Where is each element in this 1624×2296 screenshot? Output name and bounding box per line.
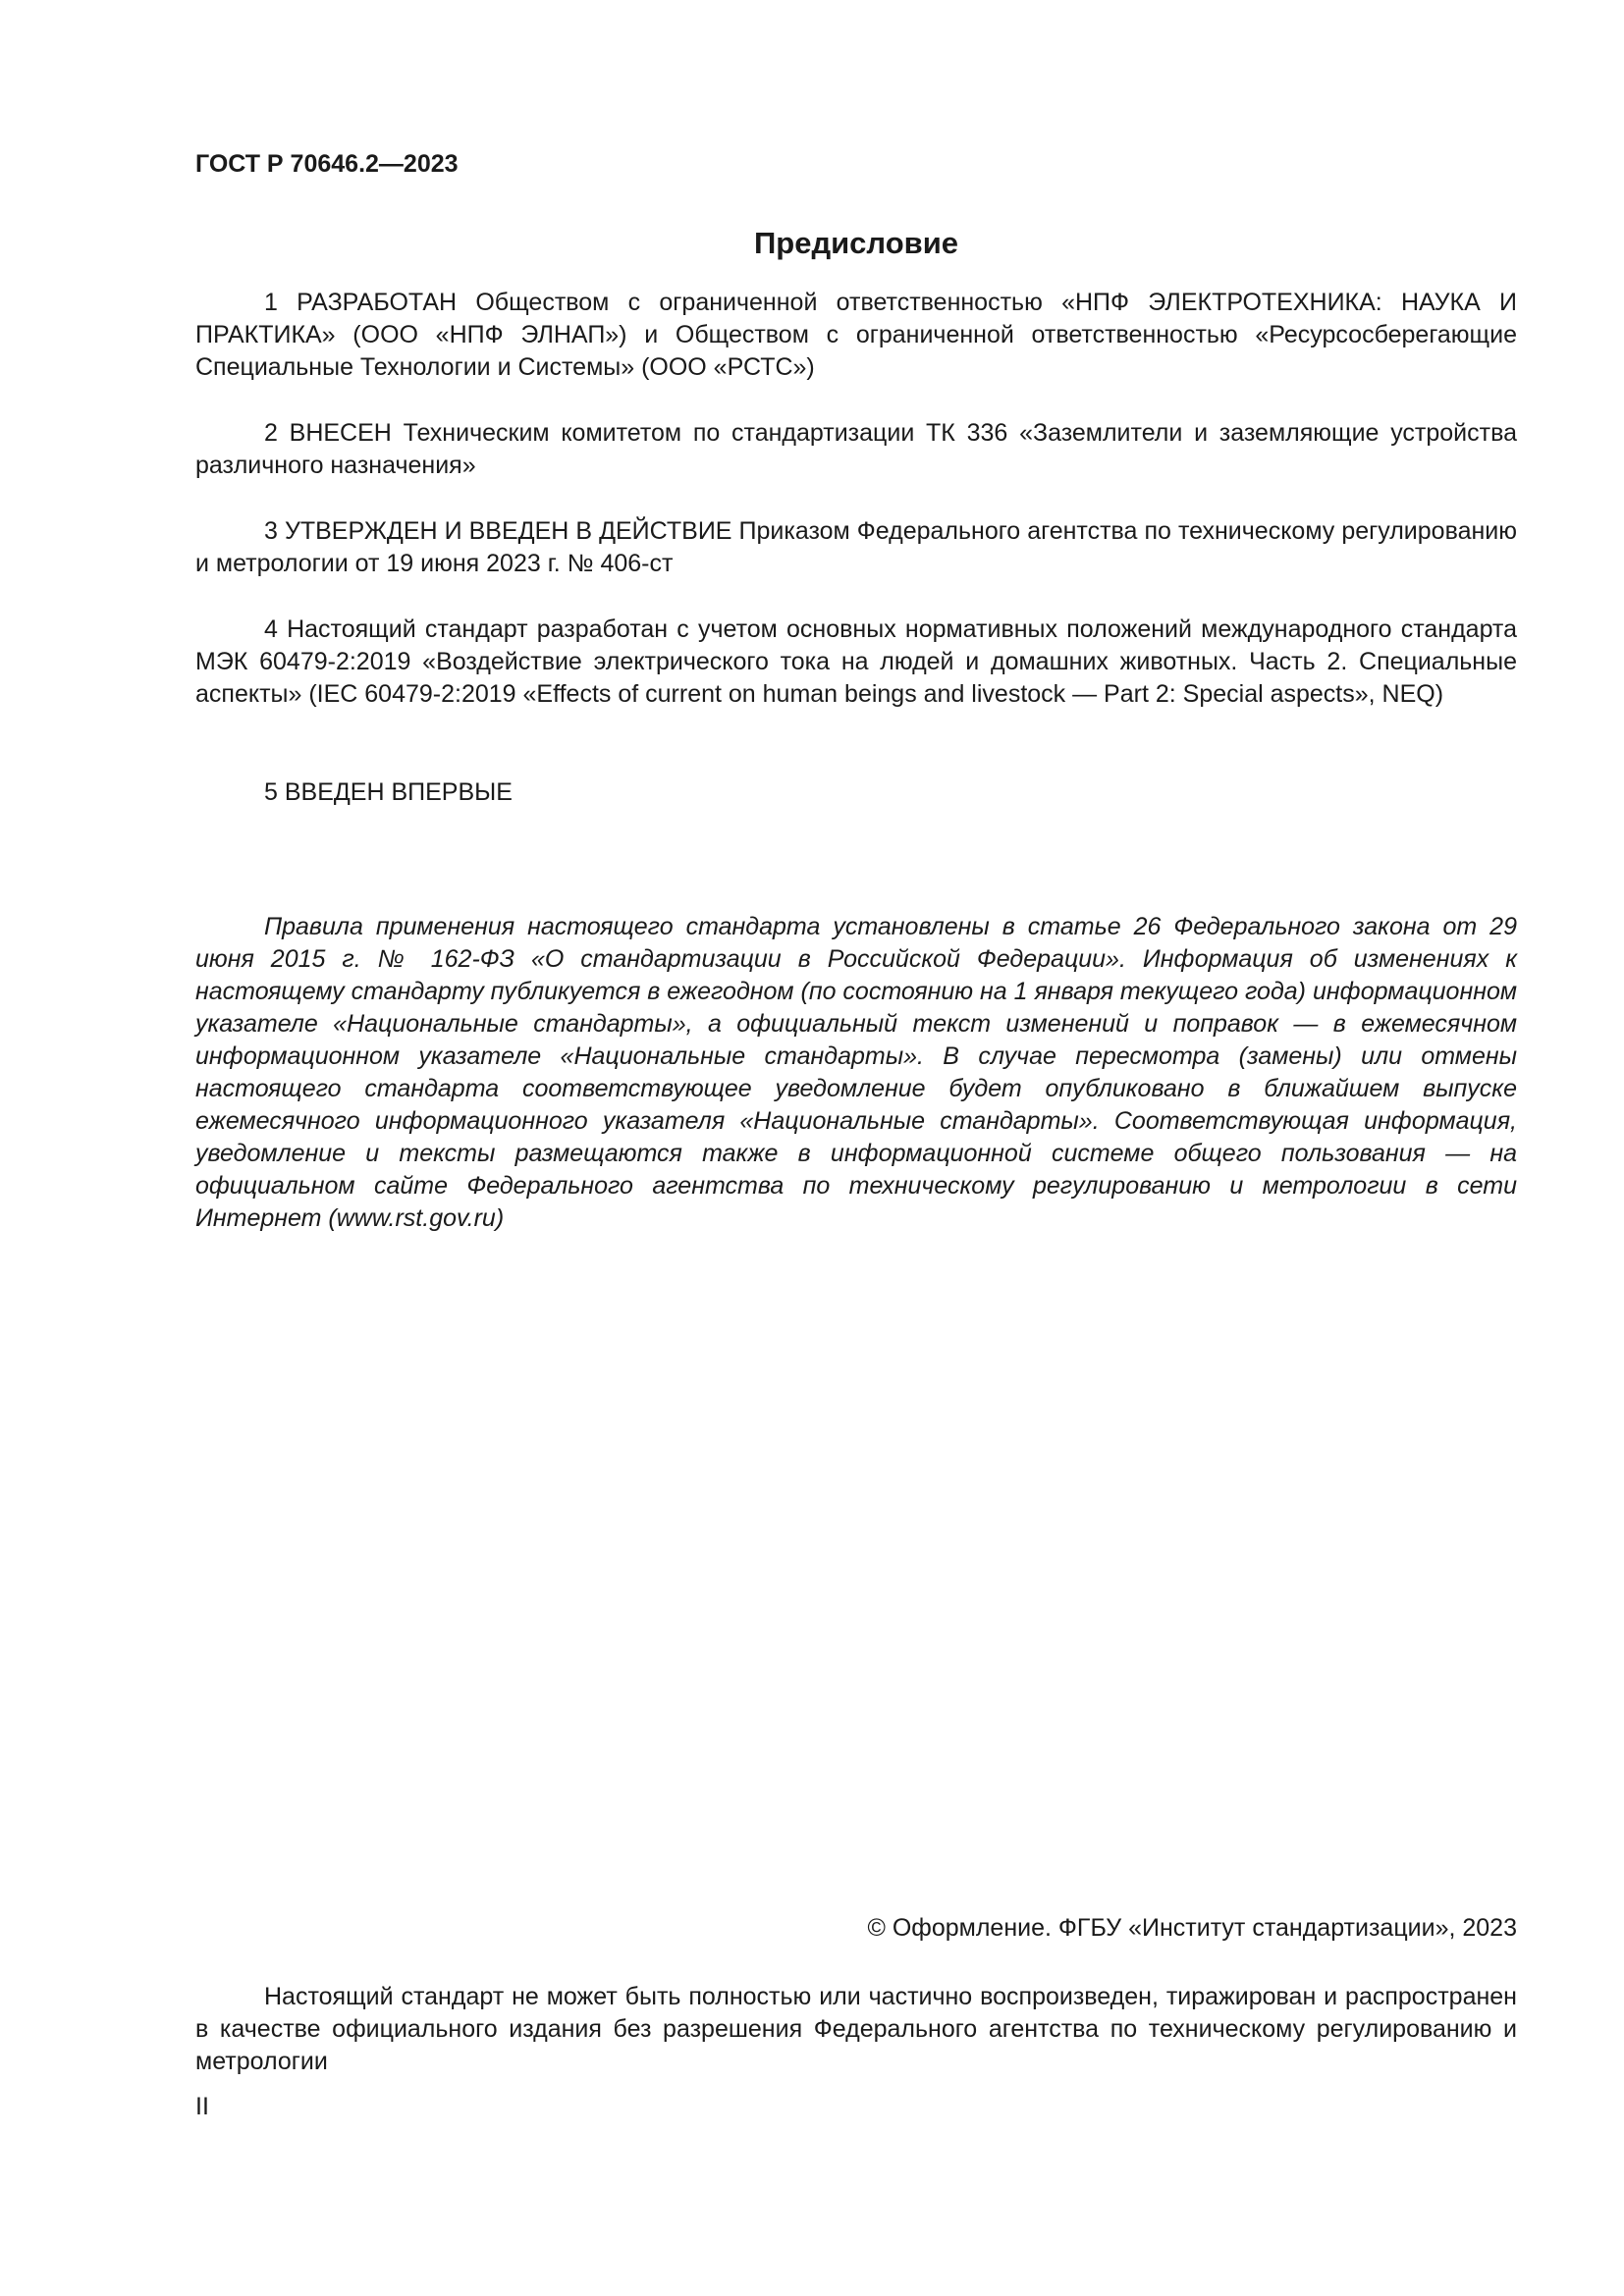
preface-item-2: 2 ВНЕСЕН Техническим комитетом по стандартизации ТК 336 «Заземлители и заземляющие устройства различного назначения» [195, 419, 1517, 479]
preface-item-3: 3 УТВЕРЖДЕН И ВВЕДЕН В ДЕЙСТВИЕ Приказом Федерального агентства по техническому регулированию и метрологии от 19 июня 2023 г. № 406-ст [195, 517, 1517, 577]
page-number: II [195, 2093, 209, 2120]
copyright-line: © Оформление. ФГБУ «Институт стандартизации», 2023 [867, 1914, 1517, 1942]
preface-item-4: 4 Настоящий стандарт разработан с учетом основных нормативных положений международного стандарта МЭК 60479-2:2019 «Воздействие электрического тока на людей и домашних животных. Часть 2. Специальные аспекты» (IEC 60479-2:2019 «Effects of current on human beings and livestock — Part 2: Special aspects», NEQ) [195, 615, 1517, 708]
preface-item-1: 1 РАЗРАБОТАН Обществом с ограниченной ответственностью «НПФ ЭЛЕКТРОТЕХНИКА: НАУКА И ПРАКТИКА» (ООО «НПФ ЭЛНАП») и Обществом с ограниченной ответственностью «Ресурсосберегающие Специальные Технологии и Системы» (ООО «РСТС») [195, 289, 1517, 381]
preface-title: Предисловие [753, 226, 958, 260]
document-code: ГОСТ Р 70646.2—2023 [195, 150, 459, 178]
application-rules-notice: Правила применения настоящего стандарта установлены в статье 26 Федерального закона от 29 июня 2015 г. № 162-ФЗ «О стандартизации в Российской Федерации». Информация об изменениях к настоящему стандарту публикуется в ежегодном (по состоянию на 1 января текущего года) информационном указателе «Национальные стандарты», а официальный текст изменений и поправок — в ежемесячном информационном указателе «Национальные стандарты». В случае пересмотра (замены) или отмены настоящего стандарта соответствующее уведомление будет опубликовано в ближайшем выпуске ежемесячного информационного указателя «Национальные стандарты». Соответствующая информация, уведомление и тексты размещаются также в информационной системе общего пользования — на официальном сайте Федерального агентства по техническому регулированию и метрологии в сети Интернет (www.rst.gov.ru) [195, 913, 1518, 1232]
preface-item-5: 5 ВВЕДЕН ВПЕРВЫЕ [264, 778, 513, 806]
reproduction-notice: Настоящий стандарт не может быть полностью или частично воспроизведен, тиражирован и распространен в качестве официального издания без разрешения Федерального агентства по техническому регулированию и метрологии [195, 1983, 1517, 2075]
